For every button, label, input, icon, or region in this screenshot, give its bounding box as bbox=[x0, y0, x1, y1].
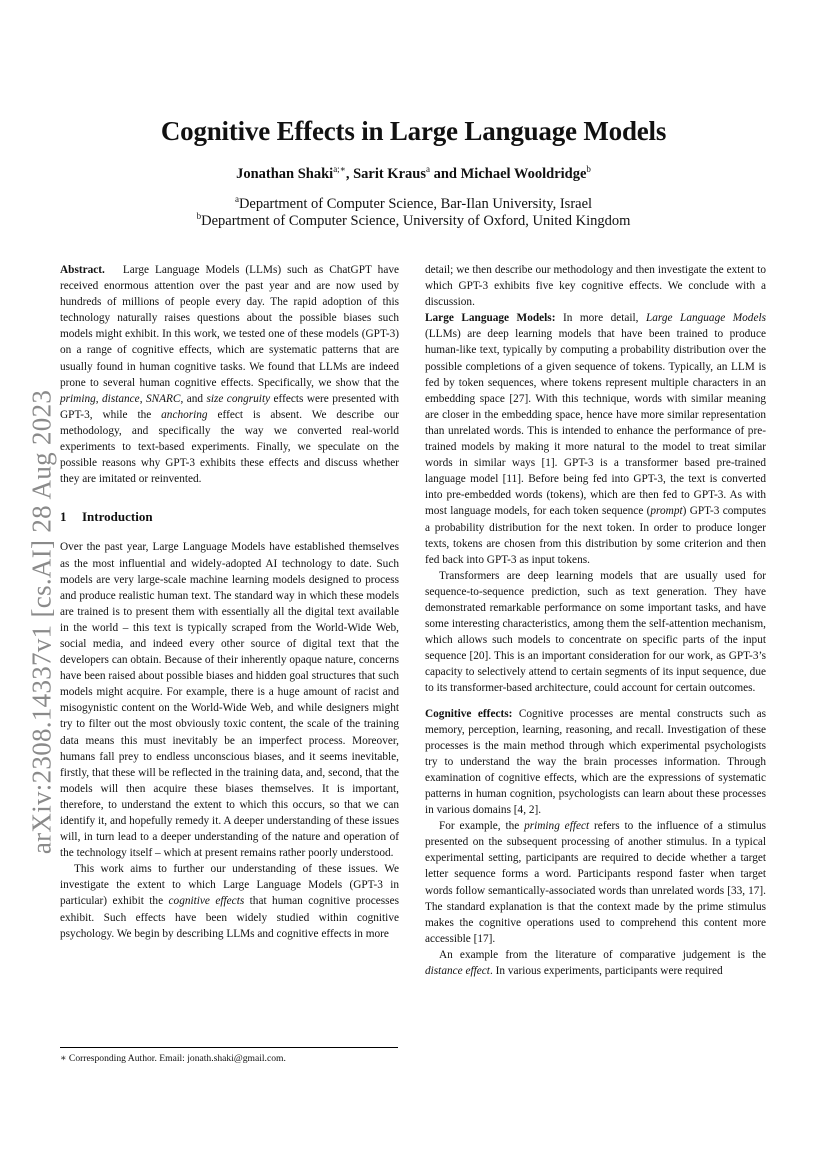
author-list: Jonathan Shaki$^{a;∗}$, Sarit Kraus$^a$ and Michael Wooldridge$^b$ bbox=[236, 164, 591, 182]
section-number: 1 bbox=[60, 509, 67, 525]
author-superscript: a;∗ bbox=[333, 164, 346, 174]
author-superscript: a bbox=[425, 164, 430, 174]
abstract-label: Abstract. bbox=[60, 264, 105, 276]
abstract: Abstract. Large Language Models (LLMs) such as ChatGPT have received enormous attention over the past year and are now used by hundreds of millions of people every day. The rapid adoption of this technology naturally raises questions about the possible biases such models might exhibit. In this work, we tested one of these models (GPT-3) on a range of cognitive effects, which are systematic patterns that are usually found in human cognitive tasks. We found that LLMs are indeed prone to several human cognitive effects. Specifically, we show that the priming, distance, SNARC, and size congruity effects were presented with GPT-3, while the anchoring effect is absent. We describe our methodology, and specifically the way we converted real-world experiments to text-based experiments. Finally, we speculate on the possible reasons why GPT-3 exhibits these effects and discuss whether they are imitated or reinvented. bbox=[60, 264, 399, 486]
author-conjunction: and bbox=[429, 165, 461, 182]
section-title: Introduction bbox=[82, 509, 153, 525]
paragraph: Transformers are deep learning models that are usually used for sequence-to-sequence prediction, such as text generation. They have demonstrated remarkable performance on some important tasks, and have some interesting characteristics, among them the self-attention mechanism, which allows such models to concentrate on specific parts of the input sequence [20]. This is an important consideration for our work, as GPT-3’s capacity to selectively attend to certain segments of its input sequence, due to its transformer-based architecture, could account for certain outcomes. bbox=[425, 569, 766, 695]
section-heading bbox=[60, 509, 399, 525]
intro-paragraph: Over the past year, Large Language Models have established themselves as the most influential and widely-adopted AI technology to date. Such models are very large-scale machine learning models designed to process and produce realistic human text. The standard way in which these models are trained is to present them with essentially all the digital text available in the world – this text is typically scraped from the World-Wide Web, social media, and indeed every other source of digital text that the developers can obtain. Because of their inherently opaque nature, concerns have been raised about possible biases and hidden goal structures that such models might acquire. For example, there is a huge amount of racist and misogynistic content on the World-Wide Web, and while designers might try to filter out the most obviously toxic content, the scale of the training data means this must inevitably be an imperfect process. Moreover, humans fall prey to endless unconscious biases, and it seems inevitable, firstly, that these will be reflected in the training data, and, second, that the models will then acquire these biases themselves. It is important, therefore, to understand the extent to which this occurs, so that we can identify it, and hopefully remedy it. A deeper understanding of these issues will, in turn lead to a deeper understanding of the nature and operation of the technology itself – which at present remains rather poorly understood. bbox=[60, 541, 399, 860]
affiliation bbox=[0, 211, 827, 230]
footnote: ∗ Corresponding Author. Email: jonath.shaki@gmail.com. bbox=[60, 1053, 286, 1064]
affiliation-text: Department of Computer Science, University of Oxford, United Kingdom bbox=[201, 212, 631, 229]
paragraph-llm: Large Language Models: In more detail, Large Language Models (LLMs) are deep learning models that have been trained to produce human-like text, typically by computing a probability distribution over the possible completions of a given sequence of tokens. Typically, an LLM is fed by token sequences, where tokens represent multiple characters in an embedding space [27]. With this technique, words with similar meaning are closer in the embedding space, hence have more similar representation than unrelated words. This is intended to enhance the performance of pre-trained models by making it more natural to the model to treat similar words in similar ways [1]. GPT-3 is a transformer based pre-trained language model [11]. Before being fed into GPT-3, the text is converted into pre-embedded words (tokens), which are then fed to GPT-3. As with most language models, for each token sequence (prompt) GPT-3 computes a probability distribution for the next token. In order to produce longer texts, tokens are chosen from this distribution by some criterion and then fed back into GPT-3 as input tokens. bbox=[425, 312, 767, 566]
right-column bbox=[425, 262, 766, 979]
paragraph: An example from the literature of comparative judgement is the distance effect. In various experiments, participants were required bbox=[425, 948, 766, 978]
paragraph: For example, the priming effect refers to the influence of a stimulus presented on the subsequent processing of another stimulus. In a typical experimental setting, participants are required to decide whether a target letter sequence forms a word. Participants respond faster when target words follow semantically-associated words than unrelated words [33, 17]. The standard explanation is that the context made by the prime stimulus makes the cognitive operations used to comprehend this content more accessible [17]. bbox=[425, 820, 767, 945]
arxiv-stamp: arXiv:2308.14337v1 [cs.AI] 28 Aug 2023 bbox=[26, 389, 57, 855]
affiliation bbox=[0, 194, 827, 213]
affiliation-text: Department of Computer Science, Bar-Ilan University, Israel bbox=[238, 195, 593, 212]
run-in-heading: Large Language Models: bbox=[425, 312, 556, 325]
author-superscript: b bbox=[586, 164, 591, 174]
author-name: Jonathan Shaki bbox=[236, 165, 334, 182]
affiliation-superscript: a bbox=[234, 194, 239, 204]
paper-title: Cognitive Effects in Large Language Models bbox=[160, 116, 667, 146]
run-in-heading: Cognitive effects: bbox=[425, 707, 513, 720]
paragraph: detail; we then describe our methodology and then investigate the extent to which GPT-3 exhibits five key cognitive effects. We conclude with a discussion. bbox=[425, 264, 766, 309]
author-name: Michael Wooldridge bbox=[460, 165, 587, 182]
affiliation-superscript: b bbox=[196, 211, 202, 221]
paragraph-cognitive-effects: Cognitive effects: Cognitive processes are mental constructs such as memory, perception, learning, reasoning, and recall. Investigation of these processes is the main method through which experimental psychologists try to understand the way the brain processes information. Through examination of cognitive effects, which are the expressions of systematic patterns in human cognition, psychologists can learn about these processes in various domains [4, 2]. bbox=[425, 707, 766, 817]
author-name: Sarit Kraus bbox=[353, 165, 426, 182]
left-column bbox=[60, 262, 399, 942]
footnote-rule bbox=[60, 1047, 398, 1048]
intro-paragraph: This work aims to further our understanding of these issues. We investigate the extent to which Large Language Models (GPT-3 in particular) exhibit the cognitive effects that human cognitive processes exhibit. Such effects have been widely studied within cognitive psychology. We begin by describing LLMs and cognitive effects in more bbox=[60, 863, 399, 940]
